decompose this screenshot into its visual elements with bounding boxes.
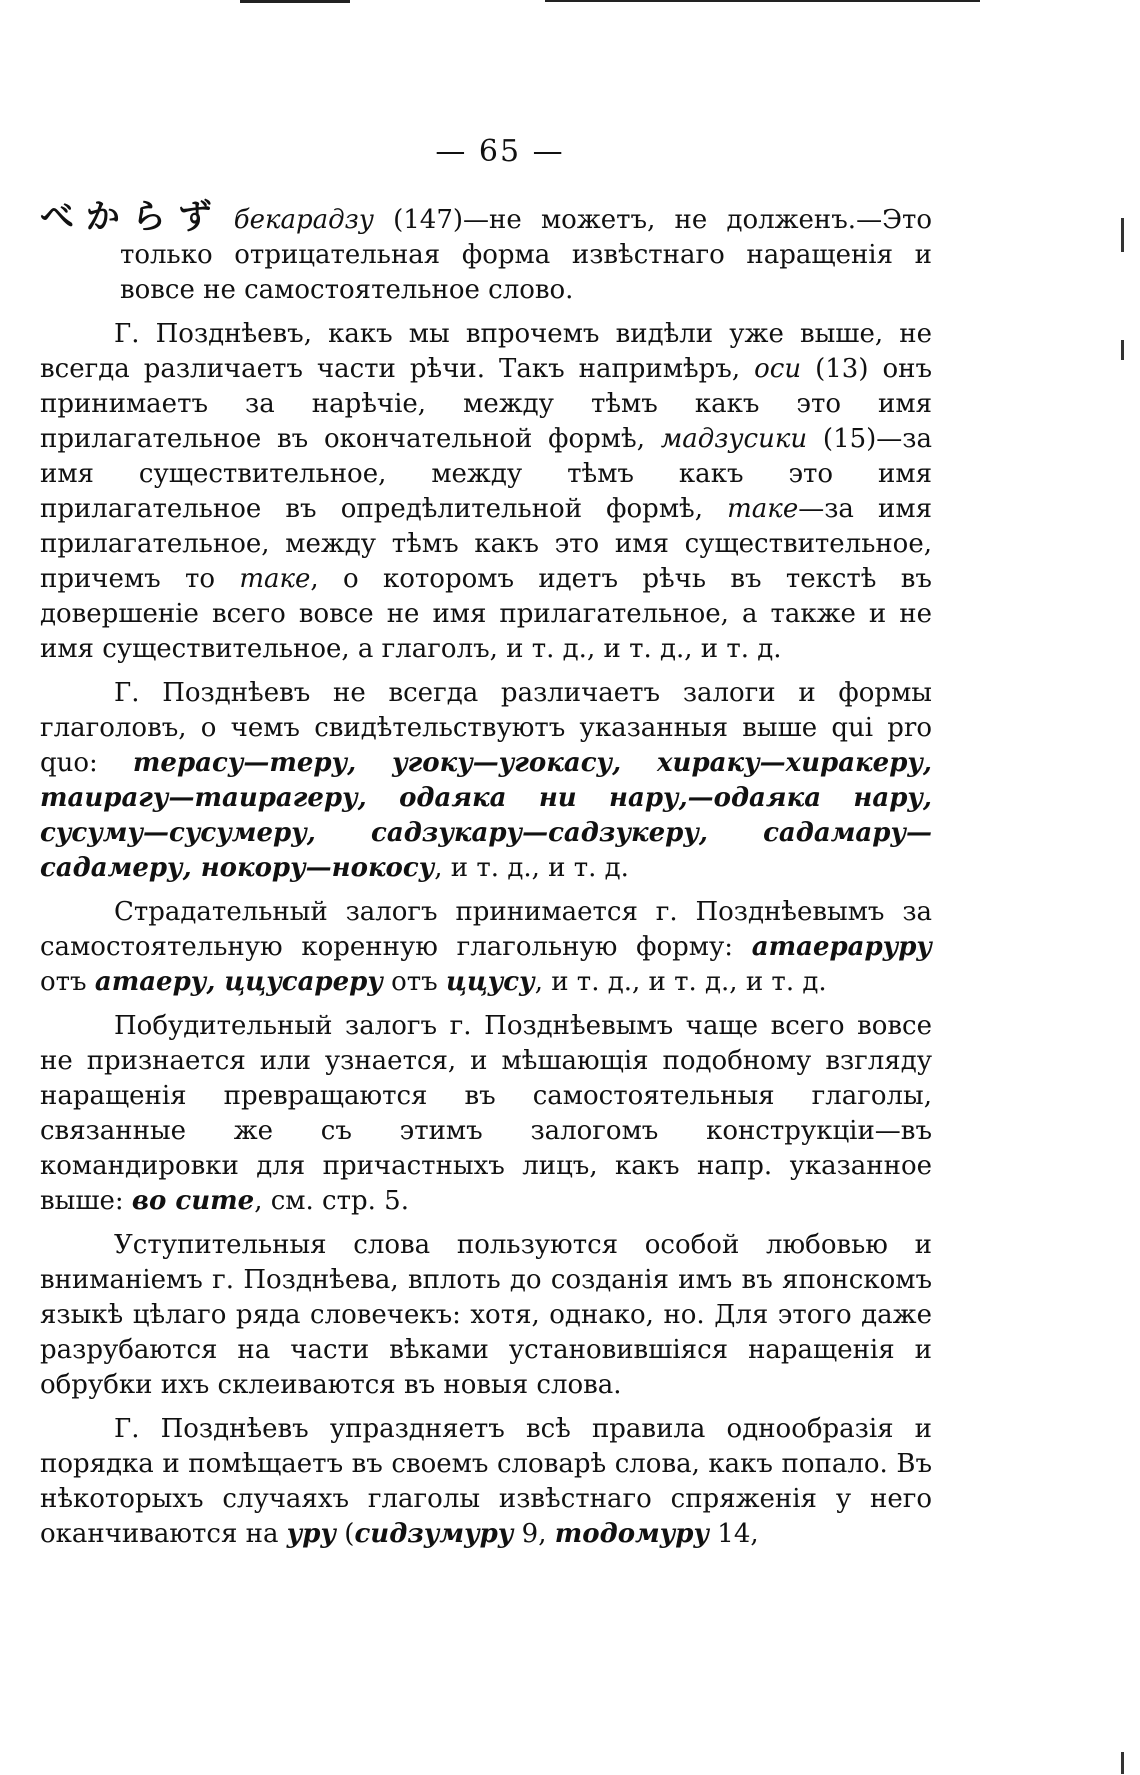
italic-term: бекарадзу <box>233 205 374 235</box>
paragraph <box>40 1228 932 1403</box>
italic-term: атаераруру <box>751 932 932 962</box>
scan-edge-mark <box>240 0 350 3</box>
text-run: Г. Позднѣевъ не всегда различаетъ залоги и формы глаголовъ, о чемъ свидѣтельствуютъ указанныя выше qui pro quo: <box>40 678 932 778</box>
paragraph <box>40 317 932 667</box>
italic-term: оси <box>754 354 802 384</box>
text-run: ( <box>336 1519 355 1549</box>
scan-edge-mark <box>1121 218 1124 252</box>
text-run: , и т. д., и т. д. <box>434 853 629 883</box>
italic-term: ццусу <box>445 967 535 997</box>
text-run: (15)—за имя существительное, между тѣмъ какъ это имя прилагательное въ опредѣлительной формѣ, <box>40 424 932 524</box>
text-run: Г. Позднѣевъ упраздняетъ всѣ правила однообразія и порядка и помѣщаетъ въ своемъ словарѣ слова, какъ попало. Въ нѣкоторыхъ случаяхъ глаголы извѣстнаго спряженія у него оканчиваются на <box>40 1414 932 1549</box>
italic-term: мадзусики <box>660 424 808 454</box>
scan-edge-mark <box>1121 340 1124 360</box>
paragraph <box>40 1009 932 1219</box>
text-run: (147)—не можетъ, не долженъ.—Это только отрицательная форма извѣстнаго наращенія и вовсе не самостоятельное слово. <box>120 205 932 305</box>
text-run: 14, <box>709 1519 759 1549</box>
text-run: 9, <box>513 1519 555 1549</box>
text-run: отъ <box>382 967 446 997</box>
scan-edge-mark <box>545 0 980 2</box>
italic-term: тодомуру <box>554 1519 710 1549</box>
paragraph <box>40 197 932 308</box>
paragraph <box>40 676 932 886</box>
italic-term: таке <box>727 494 799 524</box>
text-run: , и т. д., и т. д., и т. д. <box>534 967 827 997</box>
italic-term: атаеру, ццусареру <box>94 967 383 997</box>
page-number: — 65 — <box>435 134 565 169</box>
text-run: отъ <box>40 967 95 997</box>
italic-term: во сите <box>131 1186 255 1216</box>
italic-term: уру <box>286 1519 337 1549</box>
japanese-headword: べからず <box>40 197 224 237</box>
italic-term: терасу—теру, угоку—угокасу, хираку—хиракеру, таирагу—таирагеру, одаяка ни нару,—одаяка нару, сусуму—сусумеру, садзукару—садзукеру, садамару—садамеру, нокору—нокосу <box>40 748 932 883</box>
text-run: (13) онъ принимаетъ за нарѣчіе, между тѣмъ какъ это имя прилагательное въ окончательной формѣ, <box>40 354 932 454</box>
text-run: , о которомъ идетъ рѣчь въ текстѣ въ довершеніе всего вовсе не имя прилагательное, а также и не имя существительное, а глаголъ, и т. д., и т. д., и т. д. <box>40 564 932 664</box>
italic-term: таке <box>239 564 311 594</box>
paragraph <box>40 1412 932 1552</box>
body-text <box>40 197 933 1561</box>
text-run: Уступительныя слова пользуются особой любовью и вниманіемъ г. Позднѣева, вплоть до созданія имъ въ японскомъ языкѣ цѣлаго ряда словечекъ: хотя, однако, но. Для этого даже разрубаются на части вѣками установившіяся наращенія и обрубки ихъ склеиваются въ новыя слова. <box>40 1230 932 1400</box>
scan-edge-mark <box>1121 1752 1124 1774</box>
text-run: Страдательный залогъ принимается г. Позднѣевымъ за самостоятельную коренную глагольную форму: <box>40 897 932 962</box>
paragraph <box>40 895 932 1000</box>
italic-term: сидзумуру <box>354 1519 514 1549</box>
text-run: Побудительный залогъ г. Позднѣевымъ чаще всего вовсе не признается или узнается, и мѣшающія подобному взгляду наращенія превращаются въ самостоятельныя глаголы, связанные же съ этимъ залогомъ конструкціи—въ командировки для причастныхъ лицъ, какъ напр. указанное выше: <box>40 1011 932 1216</box>
text-run: , см. стр. 5. <box>254 1186 409 1216</box>
text-run: Г. Позднѣевъ, какъ мы впрочемъ видѣли уже выше, не всегда различаетъ части рѣчи. Такъ напримѣръ, <box>40 319 932 384</box>
text-run: —за имя прилагательное, между тѣмъ какъ это имя существительное, причемъ то <box>40 494 933 594</box>
